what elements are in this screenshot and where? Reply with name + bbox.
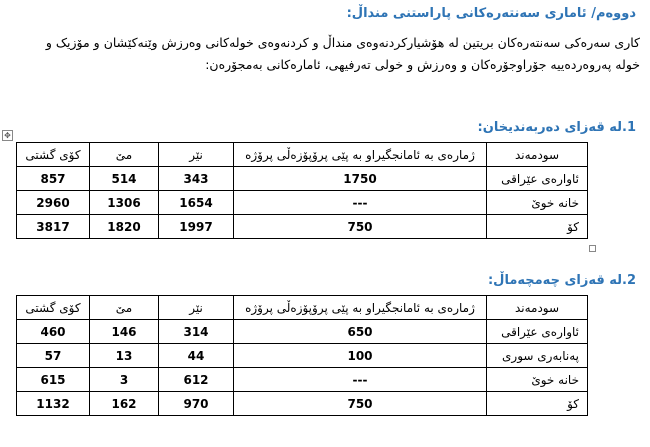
cell-beneficiary: کۆ bbox=[487, 215, 588, 239]
cell-male: 44 bbox=[159, 344, 234, 368]
header-targeted: ژمارەی بە ئامانجگیراو بە پێی پرۆپۆزەڵی پرۆژە bbox=[234, 143, 487, 167]
cell-targeted: 750 bbox=[234, 392, 487, 416]
intro-paragraph bbox=[10, 32, 640, 76]
cell-total: 2960 bbox=[17, 191, 90, 215]
table-row bbox=[17, 368, 588, 392]
cell-beneficiary: خانە خوێ bbox=[487, 191, 588, 215]
table-resize-handle[interactable] bbox=[589, 245, 596, 252]
cell-targeted: --- bbox=[234, 368, 487, 392]
header-female: مێ bbox=[90, 296, 159, 320]
cell-male: 1997 bbox=[159, 215, 234, 239]
cell-female: 1820 bbox=[90, 215, 159, 239]
cell-female: 13 bbox=[90, 344, 159, 368]
cell-male: 970 bbox=[159, 392, 234, 416]
cell-female: 514 bbox=[90, 167, 159, 191]
cell-beneficiary: کۆ bbox=[487, 392, 588, 416]
table-move-icon[interactable]: ✥ bbox=[2, 130, 13, 141]
paragraph-line-1: کاری سەرەکی سەنتەرەکان بریتین لە هۆشیارکردنەوەی منداڵ و کردنەوەی خولەکانی وەرزش وێنەکێشان و مۆزیک و bbox=[45, 35, 640, 50]
cell-beneficiary: پەنابەری سوری bbox=[487, 344, 588, 368]
cell-total: 57 bbox=[17, 344, 90, 368]
header-male: نێر bbox=[159, 296, 234, 320]
table1 bbox=[16, 142, 588, 239]
table2 bbox=[16, 295, 588, 416]
table-row bbox=[17, 344, 588, 368]
section-title: دووەم/ ئاماری سەنتەرەکانی پاراستنی منداڵ: bbox=[346, 6, 636, 21]
table2-title: 2.لە قەزای چەمچەماڵ: bbox=[487, 273, 636, 288]
cell-male: 1654 bbox=[159, 191, 234, 215]
cell-male: 343 bbox=[159, 167, 234, 191]
header-total: کۆی گشتی bbox=[17, 296, 90, 320]
header-targeted: ژمارەی بە ئامانجگیراو بە پێی پرۆپۆزەڵی پرۆژە bbox=[234, 296, 487, 320]
cell-beneficiary: خانە خوێ bbox=[487, 368, 588, 392]
header-male: نێر bbox=[159, 143, 234, 167]
table-row bbox=[17, 215, 588, 239]
cell-male: 314 bbox=[159, 320, 234, 344]
table-row bbox=[17, 392, 588, 416]
table2-header-row bbox=[17, 296, 588, 320]
header-total: کۆی گشتی bbox=[17, 143, 90, 167]
cell-female: 162 bbox=[90, 392, 159, 416]
table-row bbox=[17, 167, 588, 191]
table1-title: 1.لە قەزای دەربەندیخان: bbox=[477, 120, 636, 135]
cell-beneficiary: ئاوارەی عێراقی bbox=[487, 167, 588, 191]
cell-total: 3817 bbox=[17, 215, 90, 239]
cell-total: 857 bbox=[17, 167, 90, 191]
paragraph-line-2: خولە پەروەردەییە جۆراوجۆرەکان و وەرزش و خولی تەرفیهی، ئامارەکانی بەمجۆرەن: bbox=[205, 57, 640, 72]
cell-male: 612 bbox=[159, 368, 234, 392]
table-row bbox=[17, 191, 588, 215]
header-female: مێ bbox=[90, 143, 159, 167]
cell-targeted: 1750 bbox=[234, 167, 487, 191]
cell-female: 1306 bbox=[90, 191, 159, 215]
cell-female: 146 bbox=[90, 320, 159, 344]
cell-beneficiary: ئاوارەی عێراقی bbox=[487, 320, 588, 344]
table1-header-row bbox=[17, 143, 588, 167]
table-row bbox=[17, 320, 588, 344]
cell-targeted: 650 bbox=[234, 320, 487, 344]
header-beneficiary: سودمەند bbox=[487, 296, 588, 320]
cell-total: 1132 bbox=[17, 392, 90, 416]
cell-total: 460 bbox=[17, 320, 90, 344]
cell-total: 615 bbox=[17, 368, 90, 392]
header-beneficiary: سودمەند bbox=[487, 143, 588, 167]
cell-targeted: 750 bbox=[234, 215, 487, 239]
cell-targeted: --- bbox=[234, 191, 487, 215]
cell-female: 3 bbox=[90, 368, 159, 392]
cell-targeted: 100 bbox=[234, 344, 487, 368]
